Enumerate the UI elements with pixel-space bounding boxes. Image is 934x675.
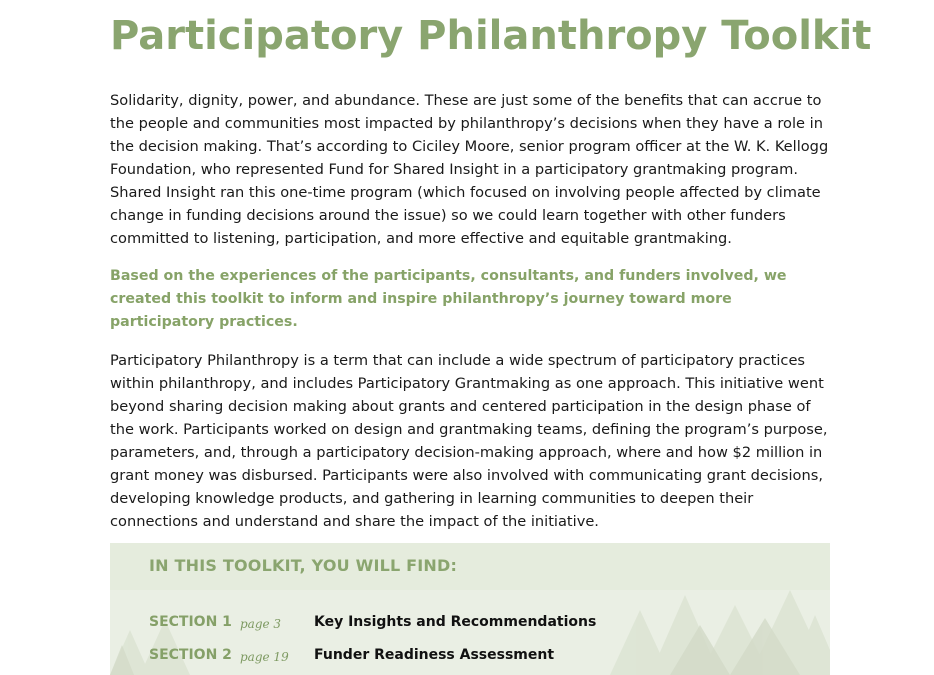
definition-paragraph: Participatory Philanthropy is a term that can include a wide spectrum of participatory practices within philanthropy, and includes Participatory Grantmaking as one approach. This initiative went beyond sharing decision making about grants and centered participation in the design phase of the work. Participants worked on design and grantmaking teams, defining the program’s purpose, parameters, and, through a participatory decision-making approach, where and how $2 million in grant money was disbursed. Participants were also involved with communicating grant decisions, developing knowledge products, and gathering in learning communities to deepen their connections and understand and share the impact of the initiative. xyxy=(110,352,828,530)
section-title[interactable]: Funder Readiness Assessment xyxy=(314,647,555,663)
toolkit-header xyxy=(110,543,830,590)
intro-paragraph: Solidarity, dignity, power, and abundance. These are just some of the benefits that can accrue to the people and communities most impacted by philanthropy’s decisions when they have a role in the decision making. That’s according to Ciciley Moore, senior program officer at the W. K. Kellogg Foundation, who represented Fund for Shared Insight in a participatory grantmaking program. Shared Insight ran this one-time program (which focused on involving people affected by climate change in funding decisions around the issue) so we could learn together with other funders committed to listening, participation, and more effective and equitable grantmaking. xyxy=(110,92,829,247)
intro-content xyxy=(110,89,838,533)
section-label: SECTION 1 xyxy=(149,614,232,630)
section-title[interactable]: Key Insights and Recommendations xyxy=(314,614,597,630)
toolkit-heading: IN THIS TOOLKIT, YOU WILL FIND: xyxy=(149,556,458,575)
section-label: SECTION 2 xyxy=(149,647,232,663)
section-page-number: page 3 xyxy=(240,617,282,631)
toolkit-contents-box xyxy=(110,543,830,675)
section-page-number: page 19 xyxy=(240,650,289,664)
page-title: Participatory Philanthropy Toolkit xyxy=(110,13,872,59)
highlight-paragraph: Based on the experiences of the participants, consultants, and funders involved, we created this toolkit to inform and inspire philanthropy’s journey toward more participatory practices. xyxy=(110,268,787,330)
